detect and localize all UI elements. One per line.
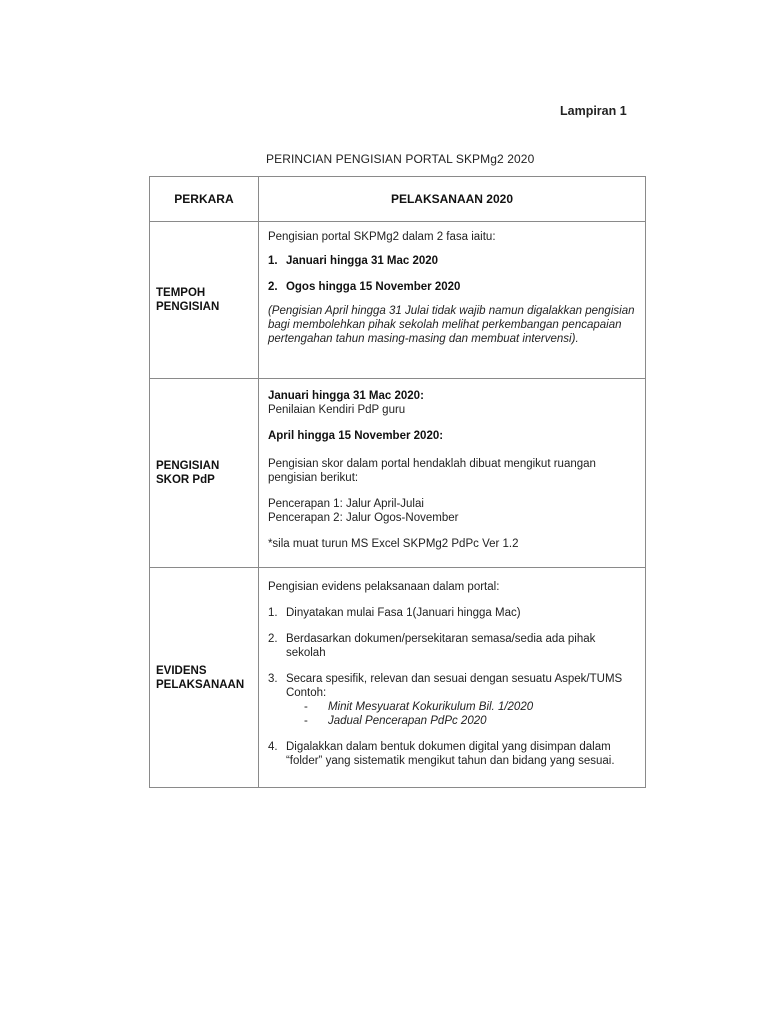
skor-instruction: Pengisian skor dalam portal hendaklah dibuat mengikut ruangan pengisian berikut: xyxy=(267,458,596,484)
header-perkara: PERKARA xyxy=(150,177,259,222)
row-label-skor xyxy=(150,379,259,568)
evidens-item-4 xyxy=(268,740,635,768)
header-pelaksanaan: PELAKSANAAN 2020 xyxy=(258,177,645,222)
document-title: PERINCIAN PENGISIAN PORTAL SKPMg2 2020 xyxy=(266,152,535,166)
table-row-skor xyxy=(150,379,646,568)
evidens-item-2-text: Berdasarkan dokumen/persekitaran semasa/sedia ada pihak sekolah xyxy=(285,633,596,659)
evidens-example-2 xyxy=(268,714,635,728)
evidens-item-1 xyxy=(268,606,635,620)
row-label-tempoh xyxy=(150,222,259,379)
table-row-evidens xyxy=(150,568,646,788)
evidens-item-4-num: 4. xyxy=(267,741,278,753)
evidens-example-2-text: Jadual Pencerapan PdPc 2020 xyxy=(327,715,487,727)
table-header-row xyxy=(150,177,646,222)
tempoh-item-1-num: 1. xyxy=(267,255,278,267)
evidens-item-3-num: 3. xyxy=(267,673,278,685)
skor-line-1: Pencerapan 1: Jalur April-Julai xyxy=(267,498,424,510)
evidens-item-3 xyxy=(268,672,635,700)
evidens-item-2-num: 2. xyxy=(267,633,278,645)
tempoh-item-1-text: Januari hingga 31 Mac 2020 xyxy=(285,255,439,267)
row-label-tempoh-text: TEMPOH PENGISIAN xyxy=(156,287,220,313)
table-row-tempoh xyxy=(150,222,646,379)
tempoh-item-1 xyxy=(268,254,635,268)
evidens-item-4-text: Digalakkan dalam bentuk dokumen digital yang disimpan dalam “folder” yang sistematik mengikut tahun dan bidang yang sesuai. xyxy=(285,741,615,767)
row-body-skor xyxy=(258,379,645,568)
skor-footnote: *sila muat turun MS Excel SKPMg2 PdPc Ver 1.2 xyxy=(267,538,519,550)
row-body-tempoh xyxy=(258,222,645,379)
skor-line-2: Pencerapan 2: Jalur Ogos-November xyxy=(267,512,459,524)
evidens-item-3-text: Secara spesifik, relevan dan sesuai dengan sesuatu Aspek/TUMS xyxy=(285,673,623,685)
skor-period-1-desc: Penilaian Kendiri PdP guru xyxy=(267,404,406,416)
skor-period-2: April hingga 15 November 2020: xyxy=(267,430,444,442)
evidens-item-1-num: 1. xyxy=(267,607,278,619)
row-body-evidens xyxy=(258,568,645,788)
evidens-example-1-text: Minit Mesyuarat Kokurikulum Bil. 1/2020 xyxy=(327,701,534,713)
evidens-example-2-dash: - xyxy=(303,715,308,727)
tempoh-item-2-text: Ogos hingga 15 November 2020 xyxy=(285,281,461,293)
tempoh-item-2-num: 2. xyxy=(267,281,278,293)
evidens-intro: Pengisian evidens pelaksanaan dalam portal: xyxy=(267,581,500,593)
tempoh-note: (Pengisian April hingga 31 Julai tidak wajib namun digalakkan pengisian bagi membolehkan pihak sekolah melihat perkembangan pencapaian pertengahan tahun masing-masing dan membuat intervensi). xyxy=(267,305,635,345)
attachment-label: Lampiran 1 xyxy=(560,104,627,118)
tempoh-intro: Pengisian portal SKPMg2 dalam 2 fasa iaitu: xyxy=(267,231,496,243)
row-label-skor-text: PENGISIAN SKOR PdP xyxy=(156,460,220,486)
evidens-item-1-text: Dinyatakan mulai Fasa 1(Januari hingga Mac) xyxy=(285,607,521,619)
evidens-example-1 xyxy=(268,700,635,714)
evidens-item-2 xyxy=(268,632,635,660)
tempoh-item-2 xyxy=(268,280,635,294)
evidens-example-1-dash: - xyxy=(303,701,308,713)
evidens-item-3-body xyxy=(286,672,635,700)
row-label-evidens xyxy=(150,568,259,788)
evidens-example-label: Contoh: xyxy=(285,687,327,699)
row-label-evidens-text: EVIDENS PELAKSANAAN xyxy=(156,664,245,691)
details-table xyxy=(149,176,646,788)
skor-period-1: Januari hingga 31 Mac 2020: xyxy=(267,390,424,402)
